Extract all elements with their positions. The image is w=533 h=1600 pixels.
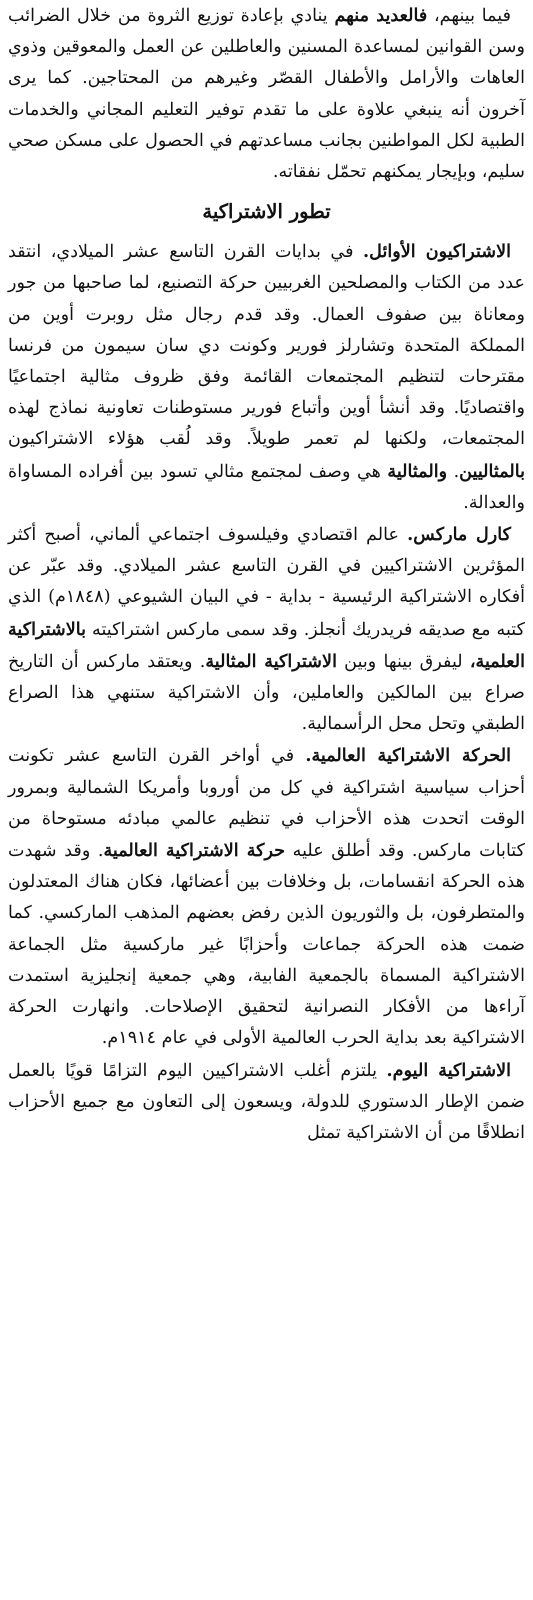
intro-text-1: فيما بينهم، <box>427 6 511 26</box>
early-term-idealism: والمثالية <box>387 460 448 482</box>
intro-emphasis: فالعديد منهم <box>334 5 428 26</box>
early-text-3: هي وصف لمجتمع مثالي تسود بين أفراده المساواة والعدالة. <box>8 461 525 513</box>
early-text-1: في بدايات القرن التاسع عشر الميلادي، انتقد عدد من الكتاب والمصلحين الغربيين حركة التصنيع، لما صاحبها من جور ومعاناة بين صفوف العمال. وقد قدم رجال مثل روبرت أوين من المملكة المتحدة وتشارلز فورير وكونت دي سان سيمون من فرنسا مقترحات لتنظيم المجتمعات القائمة وفق ظروف مثالية اجتماعيًا واقتصاديًا. وقد أنشأ أوين وأتباع فورير مستوطنات تعاونية نماذج لهذه المجتمعات، ولكنها لم تعمر طويلاً. وقد لُقب هؤلاء الاشتراكيون <box>8 242 525 450</box>
international-movement-heading: الحركة الاشتراكية العالمية. <box>305 745 511 767</box>
movement-text-2: . وقد شهدت هذه الحركة انقسامات، بل وخلافات بين أعضائها، فكان هناك المعتدلون والمتطرفون، بل والثوريون الذين رفض بعضهم المذهب الماركسي. كما ضمت هذه الحركة جماعات وأحزابًا غير ماركسية مثل الجماعة الاشتراكية المسماة بالجمعية الفابية، وهي جمعية إنجليزية استمدت آراءها من الأفكار النصرانية لتحقيق الإصلاحات. وانهارت الحركة الاشتراكية بعد بداية الحرب العالمية الأولى في عام ١٩١٤م. <box>8 841 525 1049</box>
intro-paragraph <box>8 0 525 188</box>
movement-text-1: في أواخر القرن التاسع عشر تكونت أحزاب سياسية اشتراكية في كل من أوروبا وأمريكا الشمالية وبمرور الوقت اتحدت هذه الأحزاب في تنظيم عالمي مبادئه مستوحاة من كتابات ماركس. وقد أطلق عليه <box>8 746 525 862</box>
section-title: تطور الاشتراكية <box>202 200 331 224</box>
movement-term: حركة الاشتراكية العالمية <box>103 840 286 862</box>
marx-term-idealist: الاشتراكية المثالية <box>205 650 337 672</box>
socialism-today-heading: الاشتراكية اليوم. <box>386 1059 511 1081</box>
intro-text-2: ينادي بإعادة توزيع الثروة من خلال الضرائب وسن القوانين لمساعدة المسنين والعاطلين عن العمل والمعوقين وذوي العاهات والأرامل والأطفال القصّر وغيرهم من المحتاجين. كما يرى آخرون أنه ينبغي علاوة على ما تقدم توفير التعليم المجاني والخدمات الطبية لكل المواطنين بجانب مساعدتهم في الحصول على مسكن صحي سليم، وبإيجار يمكنهم تحمّل نفقاته. <box>8 6 525 183</box>
karl-marx-heading: كارل ماركس. <box>407 524 512 546</box>
early-text-2: . <box>447 461 460 482</box>
karl-marx-paragraph <box>8 519 525 740</box>
marx-text-1: عالم اقتصادي وفيلسوف اجتماعي ألماني، أصبح أكثر المؤثرين الاشتراكيين في القرن التاسع عشر الميلادي. وقد عبّر عن أفكاره الاشتراكية الرئيسية - بداية - في البيان الشيوعي (١٨٤٨م) الذي كتبه مع صديقه فريدريك أنجلز. وقد سمى ماركس اشتراكيته <box>8 525 525 640</box>
marx-text-2: ليفرق بينها وبين <box>336 651 470 672</box>
early-socialists-paragraph <box>8 236 525 519</box>
international-movement-paragraph <box>8 740 525 1054</box>
early-term-idealists: بالمثاليين <box>459 460 526 482</box>
today-text-1: يلتزم أغلب الاشتراكيين اليوم التزامًا قويًا بالعمل ضمن الإطار الدستوري للدولة، ويسعون إلى التعاون مع جميع الأحزاب انطلاقًا من أن الاشتراكية تمثل <box>8 1060 525 1143</box>
marx-text-3: . ويعتقد ماركس أن التاريخ صراع بين المالكين والعاملين، وأن الاشتراكية ستنهي هذا الصراع الطبقي وتحل محل الرأسمالية. <box>8 651 525 735</box>
early-socialists-heading: الاشتراكيون الأوائل. <box>363 241 511 263</box>
socialism-today-paragraph <box>8 1055 525 1150</box>
marx-term-scientific: بالاشتراكية العلمية، <box>8 618 525 672</box>
